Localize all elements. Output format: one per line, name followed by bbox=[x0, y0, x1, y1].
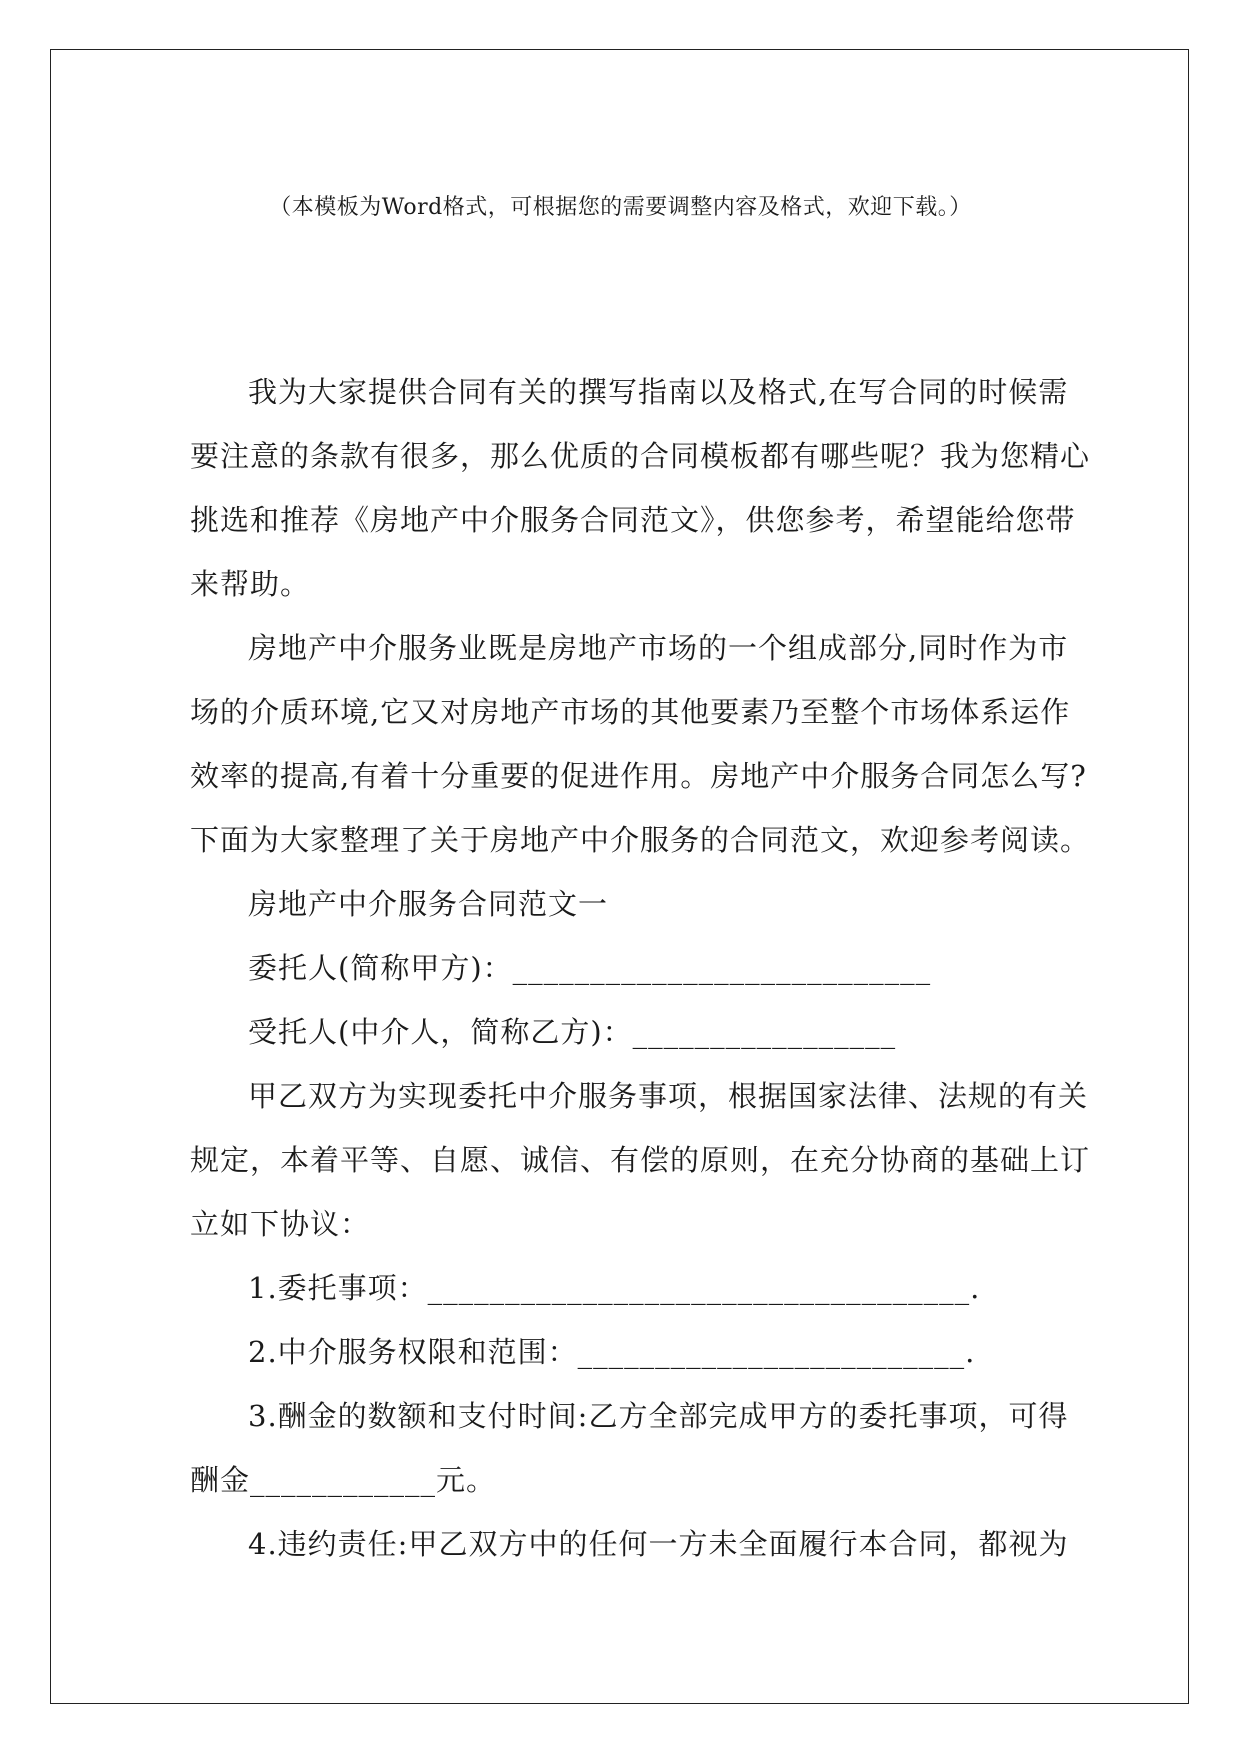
client-field: 委托人(简称甲方)：___________________________ bbox=[248, 951, 932, 985]
agent-field: 受托人(中介人，简称乙方)：_________________ bbox=[248, 1015, 897, 1049]
paragraph-line: 甲乙双方为实现委托中介服务事项，根据国家法律、法规的有关 bbox=[248, 1079, 1089, 1113]
paragraph-line: 我为大家提供合同有关的撰写指南以及格式,在写合同的时候需 bbox=[248, 375, 1069, 409]
contract-title: 房地产中介服务合同范文一 bbox=[248, 887, 609, 921]
paragraph-line: 房地产中介服务业既是房地产市场的一个组成部分,同时作为市 bbox=[248, 631, 1069, 665]
paragraph-line: 来帮助。 bbox=[190, 567, 311, 601]
paragraph-line: 下面为大家整理了关于房地产中介服务的合同范文，欢迎参考阅读。 bbox=[190, 823, 1091, 857]
template-note: （本模板为Word格式，可根据您的需要调整内容及格式，欢迎下载。） bbox=[269, 195, 972, 220]
document-body bbox=[190, 360, 1091, 1576]
paragraph-line: 立如下协议： bbox=[190, 1207, 371, 1241]
paragraph-line: 效率的提高,有着十分重要的促进作用。房地产中介服务合同怎么写? bbox=[190, 759, 1087, 793]
paragraph-line: 挑选和推荐《房地产中介服务合同范文》，供您参考，希望能给您带 bbox=[190, 503, 1076, 537]
paragraph-line: 要注意的条款有很多，那么优质的合同模板都有哪些呢？我为您精心 bbox=[190, 439, 1091, 473]
paragraph-line: 场的介质环境,它又对房地产市场的其他要素乃至整个市场体系运作 bbox=[190, 695, 1071, 729]
clause-3-continued: 酬金____________元。 bbox=[190, 1463, 497, 1497]
clause-1: 1.委托事项：___________________________________. bbox=[248, 1271, 981, 1305]
clause-3: 3.酬金的数额和支付时间:乙方全部完成甲方的委托事项，可得 bbox=[248, 1399, 1069, 1433]
paragraph-line: 规定，本着平等、自愿、诚信、有偿的原则，在充分协商的基础上订 bbox=[190, 1143, 1091, 1177]
clause-4: 4.违约责任:甲乙双方中的任何一方未全面履行本合同，都视为 bbox=[248, 1527, 1069, 1561]
clause-2: 2.中介服务权限和范围：_________________________. bbox=[248, 1335, 976, 1369]
